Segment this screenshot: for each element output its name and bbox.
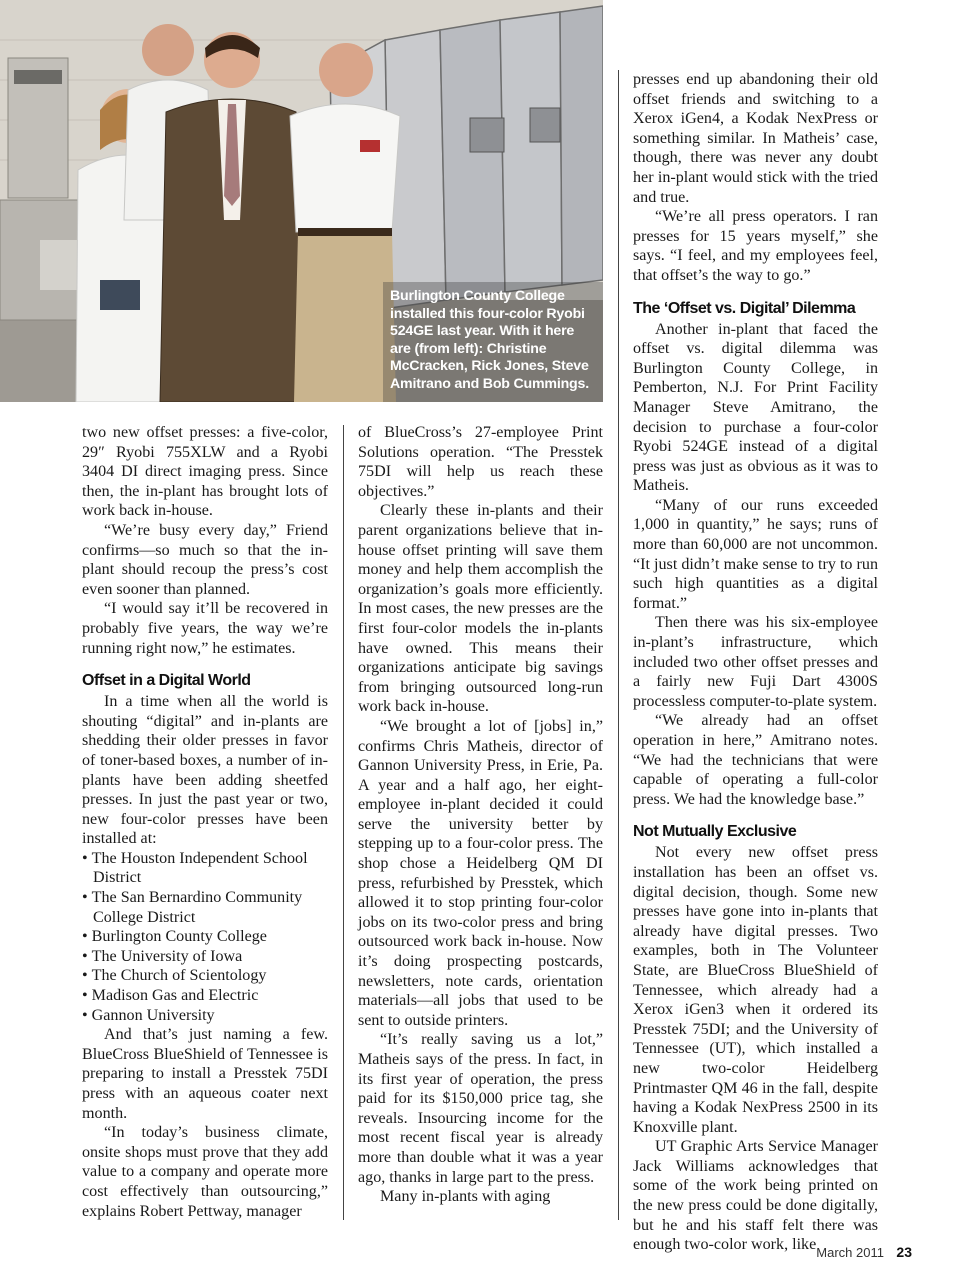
article-column-1 (82, 423, 328, 1221)
section-heading-offset-digital-world: Offset in a Digital World (82, 672, 251, 690)
issue-date: March 2011 (816, 1245, 884, 1260)
paragraph: “I would say it’ll be recovered in probably five years, the way we’re running right now,” he estimates. (82, 600, 328, 657)
paragraph: Clearly these in-plants and their parent organizations believe that in-house offset printing will save them money and help them accomplish the organization’s goals more efficiently. In most cases, the new presses are the first four-color models the in-plants have owned. This means their organizations anticipate big savings from bringing outsourced long-run work back in-house. (358, 502, 603, 716)
paragraph: “We’re busy every day,” Friend confirms—so much so that the in-plant should recoup the press’s cost even sooner than planned. (82, 521, 328, 598)
installation-list (82, 849, 328, 1025)
paragraph: “Many of our runs exceeded 1,000 in quantity,” he says; runs of more than 60,000 are not uncommon. “It just didn’t make sense to try to run such high quantities as a digital format.” (633, 496, 878, 612)
paragraph: of BlueCross’s 27-employee Print Solutions operation. “The Presstek 75DI will help us reach these objectives.” (358, 424, 603, 500)
paragraph: Not every new offset press installation has been an offset vs. digital decision, though. Some new presses have gone into in-plants that already have digital presses. Two examples, both in The Volunteer State, are BlueCross BlueShield of Tennessee, which already had a Xerox iGen3 when it ordered its Presstek 75DI; and the University of Tennessee (UT), which installed a new two-color Heidelberg Printmaster QM 46 in the fall, despite having a Kodak NexPress 2500 in its Knoxville plant. (633, 844, 878, 1136)
list-item: • The Houston Independent School District (82, 849, 328, 888)
paragraph: In a time when all the world is shouting “digital” and in-plants are shedding their older presses in favor of toner-based boxes, a number of in-plants have been adding sheetfed presses. In just the past year or two, new four-color presses have been installed at: (82, 693, 328, 848)
list-item: • Gannon University (82, 1006, 328, 1026)
paragraph: “It’s really saving us a lot,” Matheis says of the press. In fact, in its first year of operation, the press paid for its $150,000 price tag, she reveals. Insourcing income for the most recent fiscal year is already more than double what it was a year ago, thanks in large part to the press. (358, 1031, 603, 1186)
column-divider (343, 425, 344, 1220)
paragraph: Many in-plants with aging (380, 1188, 551, 1206)
paragraph: And that’s just naming a few. BlueCross BlueShield of Tennessee is preparing to install a Presstek 75DI press with an aqueous coater next month. (82, 1026, 328, 1122)
article-column-2 (358, 423, 603, 1207)
list-item: • The San Bernardino Community College District (82, 888, 328, 927)
paragraph: UT Graphic Arts Service Manager Jack Williams acknowledges that some of the work being printed on the new press could be done digitally, but he and his staff felt there was enough two-color work, like (633, 1138, 878, 1254)
page-footer (816, 1244, 912, 1262)
press-photo (0, 0, 603, 402)
list-item: • Burlington County College (82, 927, 328, 947)
paragraph: “In today’s business climate, onsite shops must prove that they add value to a company and operate more cost effectively than outsourcing,” explains Robert Pettway, manager (82, 1124, 328, 1220)
list-item: • The Church of Scientology (82, 966, 328, 986)
list-item: • Madison Gas and Electric (82, 986, 328, 1006)
paragraph: presses end up abandoning their old offset friends and switching to a Xerox iGen4, a Kodak NexPress or something similar. In Matheis’ case, though, there was never any doubt her in-plant would stick with the tried and true. (633, 71, 878, 206)
section-heading-offset-vs-digital: The ‘Offset vs. Digital’ Dilemma (633, 299, 856, 317)
section-heading-not-mutually-exclusive: Not Mutually Exclusive (633, 823, 797, 841)
paragraph: Then there was his six-employee in-plant’s infrastructure, which included two other offset presses and a fairly new Fuji Dart 4300S processless computer-to-plate system. (633, 614, 878, 710)
column-divider (618, 70, 619, 1220)
photo-caption: Burlington County College installed this four-color Ryobi 524GE last year. With it here are (from left): Christine McCracken, Rick Jones, Steve Amitrano and Bob Cummings. (390, 288, 589, 392)
paragraph: two new offset presses: a five-color, 29″ Ryobi 755XLW and a Ryobi 3404 DI direct imaging press. Since then, the in-plant has brought lots of work back in-house. (82, 424, 328, 520)
paragraph: “We’re all press operators. I ran presses for 15 years myself,” she says. “I feel, and my employees feel, that offset’s the way to go.” (633, 208, 878, 284)
paragraph: Another in-plant that faced the offset vs. digital dilemma was Burlington County College, in Pemberton, N.J. For Print Facility Manager Steve Amitrano, the decision to purchase a four-color Ryobi 524GE instead of a digital press was just as obvious as it was to Matheis. (633, 320, 878, 495)
page-number: 23 (896, 1244, 912, 1260)
paragraph: “We brought a lot of [jobs] in,” confirms Chris Matheis, director of Gannon University Press, in Erie, Pa. A year and a half ago, her eight-employee in-plant decided it could serve the university better by stepping up to a four-color press. The shop chose a Heidelberg QM DI press, refurbished by Presstek, which allowed it to stop printing four-color jobs on its two-color press and bring outsourced work back in-house. Now it’s doing prospecting postcards, newsletters, note cards, orientation materials—all jobs that used to be sent to outside printers. (358, 717, 603, 1029)
article-column-3 (633, 70, 878, 1255)
list-item: • The University of Iowa (82, 947, 328, 967)
paragraph: “We already had an offset operation in here,” Amitrano notes. “We had the technicians that were capable of operating a full-color press. We had the knowledge base.” (633, 712, 878, 808)
